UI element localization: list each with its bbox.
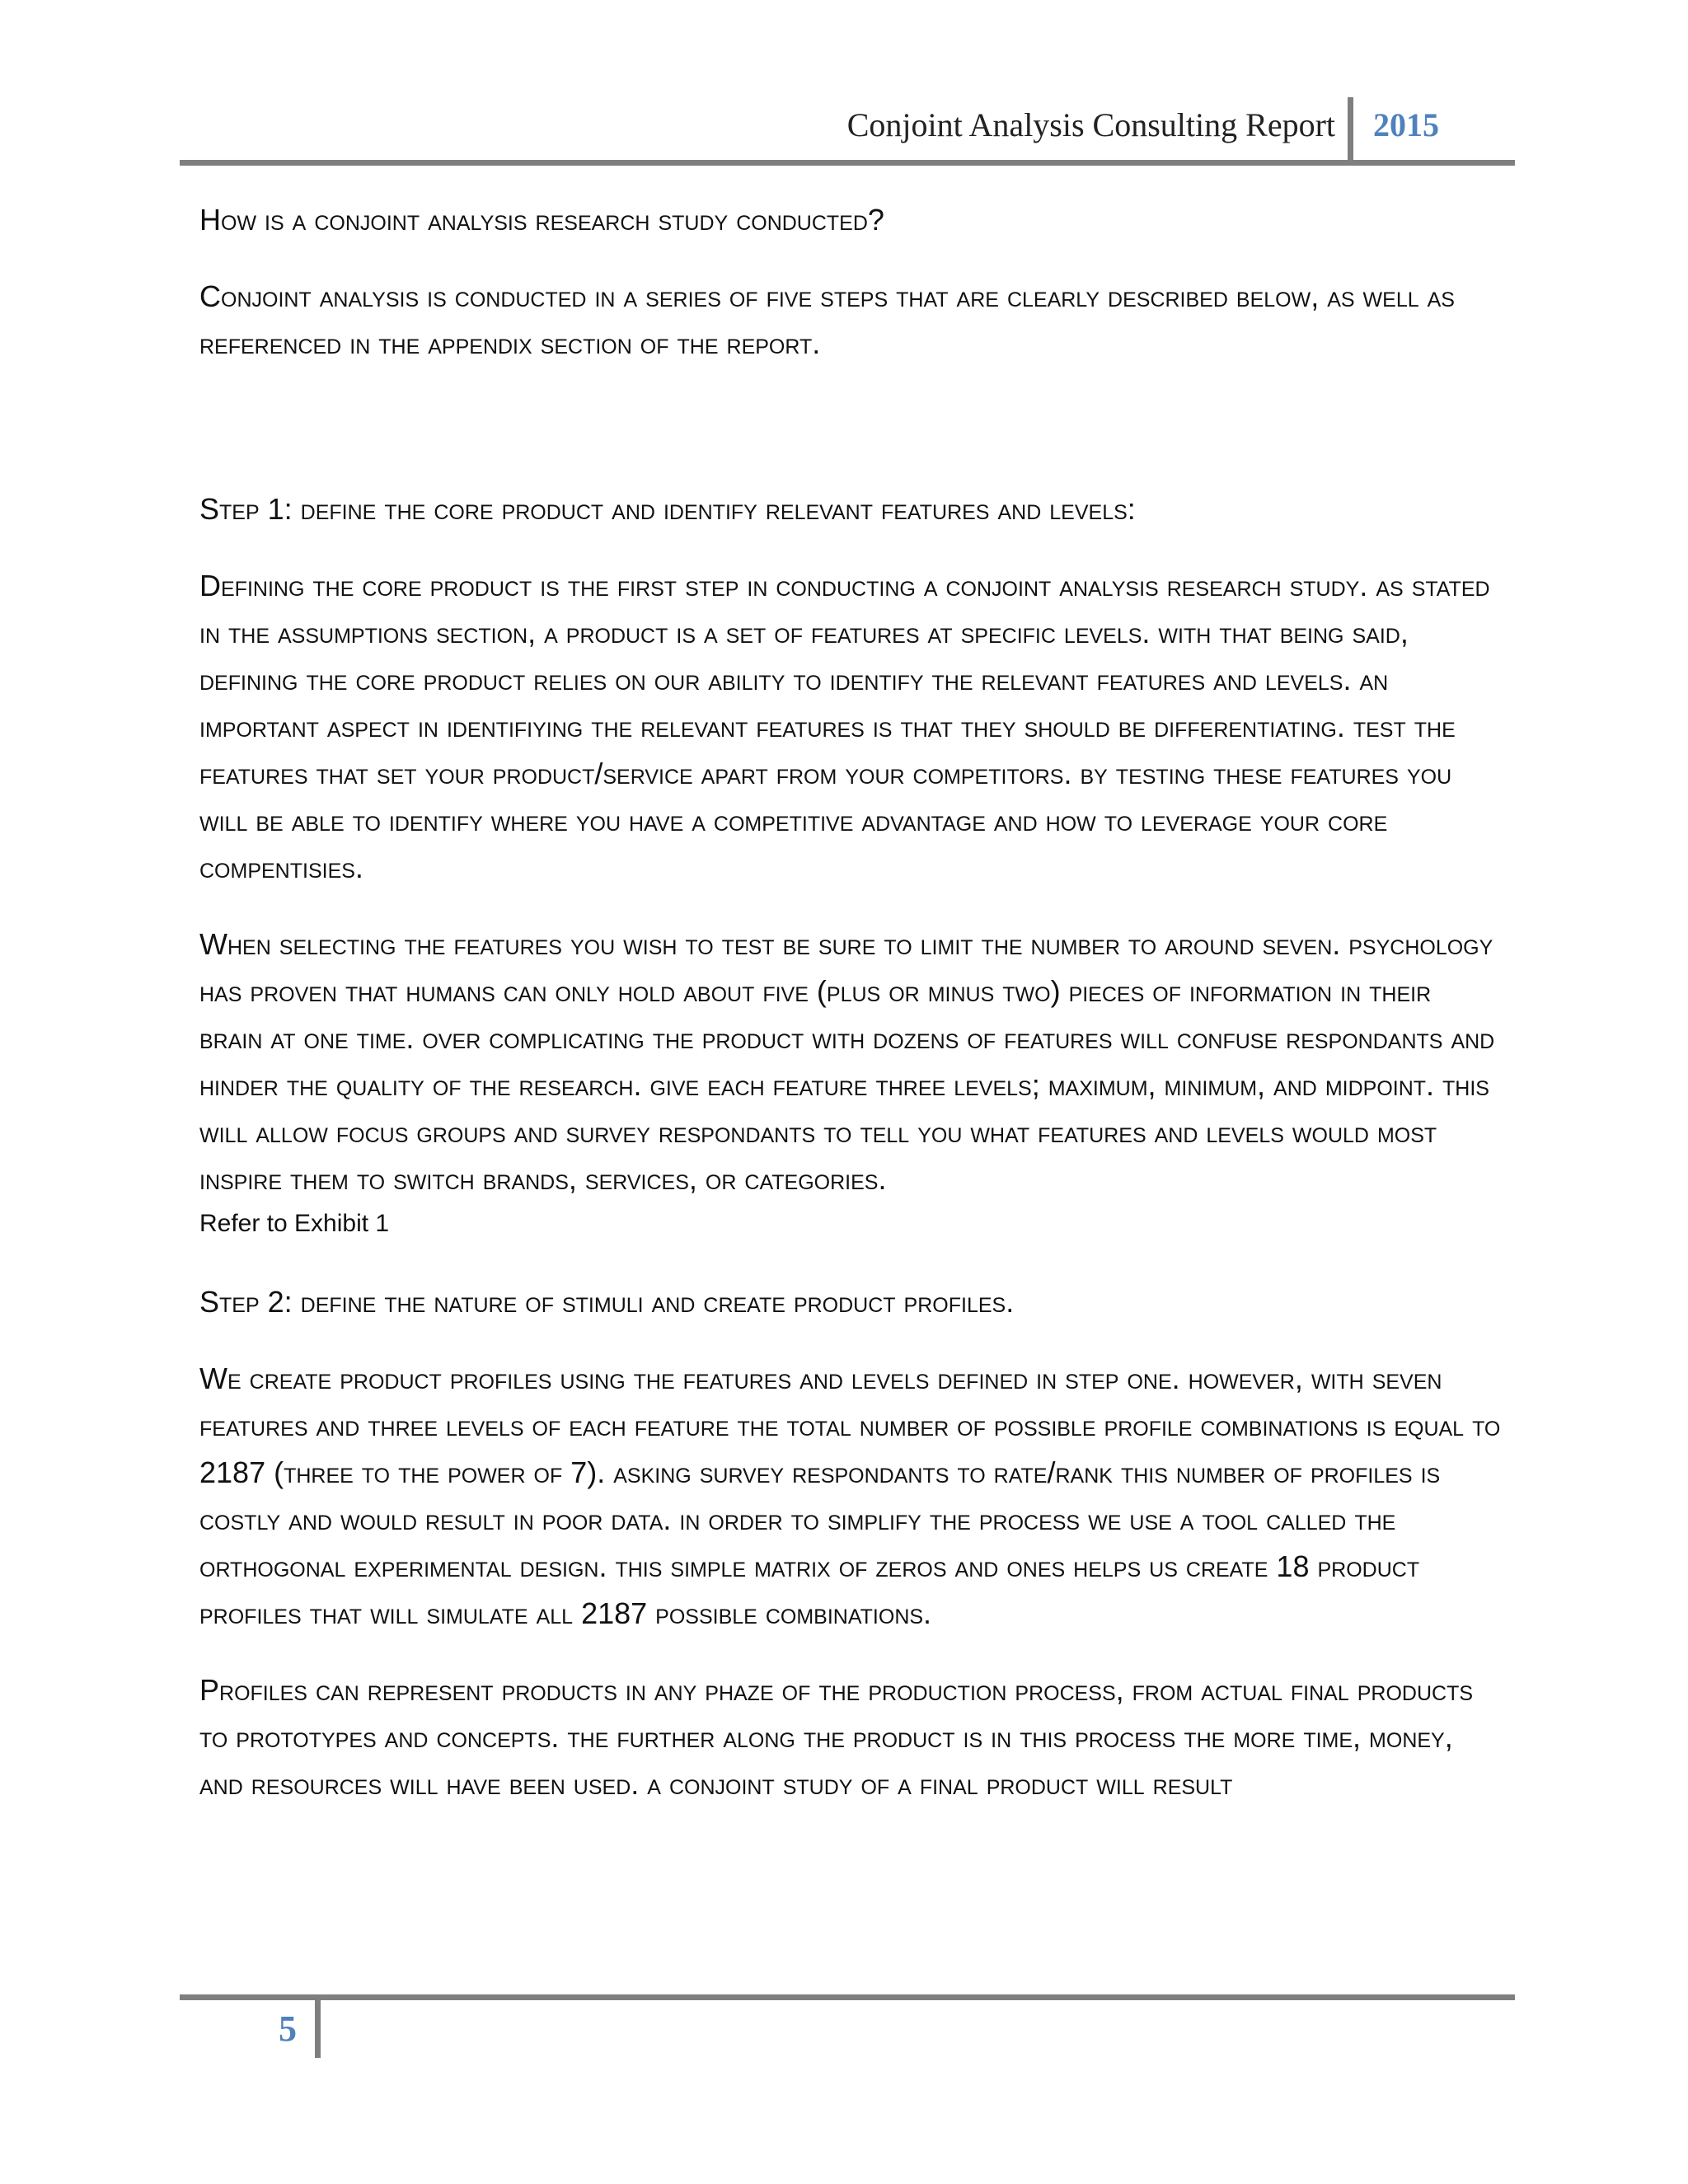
- step2-heading: Step 2: define the nature of stimuli and create product profiles.: [199, 1285, 1015, 1319]
- page-header: [180, 97, 1515, 166]
- step2-paragraph-1: We create product profiles using the features and levels defined in step one. however, with seven features and three levels of each feature the total number of possible profile combinations is equal to 2187 (three to the power of 7). asking survey respondants to rate/rank this number of profiles is costly and would result in poor data. in order to simplify the process we use a tool called the orthogonal experimental design. this simple matrix of zeros and ones helps us create 18 product profiles that will simulate all 2187 possible combinations.: [199, 1361, 1501, 1630]
- header-rule: [180, 160, 1515, 166]
- step1-paragraph-2: When selecting the features you wish to test be sure to limit the number to around seven. psychology has proven that humans can only hold about five (plus or minus two) pieces of information in their brain at one time. over complicating the product with dozens of features will confuse respondants and hinder the quality of the research. give each feature three levels; maximum, minimum, and midpoint. this will allow focus groups and survey respondants to tell you what features and levels would most inspire them to switch brands, services, or categories.: [199, 927, 1495, 1196]
- footer-divider: [315, 2000, 321, 2058]
- header-divider: [1348, 97, 1353, 162]
- report-year: 2015: [1373, 106, 1439, 143]
- step1-paragraph-1: Defining the core product is the first step in conducting a conjoint analysis research study. as stated in the assumptions section, a product is a set of features at specific levels. with that being said, defining the core product relies on our ability to identify the relevant features and levels. an important aspect in identifiying the relevant features is that they should be differentiating. test the features that set your product/service apart from your competitors. by testing these features you will be able to identify where you have a competitive advantage and how to leverage your core compentisies.: [199, 569, 1490, 884]
- step1-heading: Step 1: define the core product and identify relevant features and levels:: [199, 492, 1136, 526]
- exhibit-reference: Refer to Exhibit 1: [199, 1210, 390, 1237]
- step2-paragraph-2: Profiles can represent products in any phaze of the production process, from actual final products to prototypes and concepts. the further along the product is in this process the more time, money, and resources will have been used. a conjoint study of a final product will result: [199, 1673, 1474, 1801]
- intro-paragraph: Conjoint analysis is conducted in a series of five steps that are clearly described below, as well as referenced in the appendix section of the report.: [199, 279, 1455, 360]
- footer-rule: [180, 1994, 1515, 2000]
- page-footer: [180, 1994, 1515, 2077]
- page-number: 5: [279, 2008, 297, 2049]
- section-heading: How is a conjoint analysis research study conducted?: [199, 203, 884, 237]
- report-title: Conjoint Analysis Consulting Report: [846, 106, 1335, 143]
- page-content: [199, 196, 1502, 1837]
- spacer: [199, 396, 1502, 485]
